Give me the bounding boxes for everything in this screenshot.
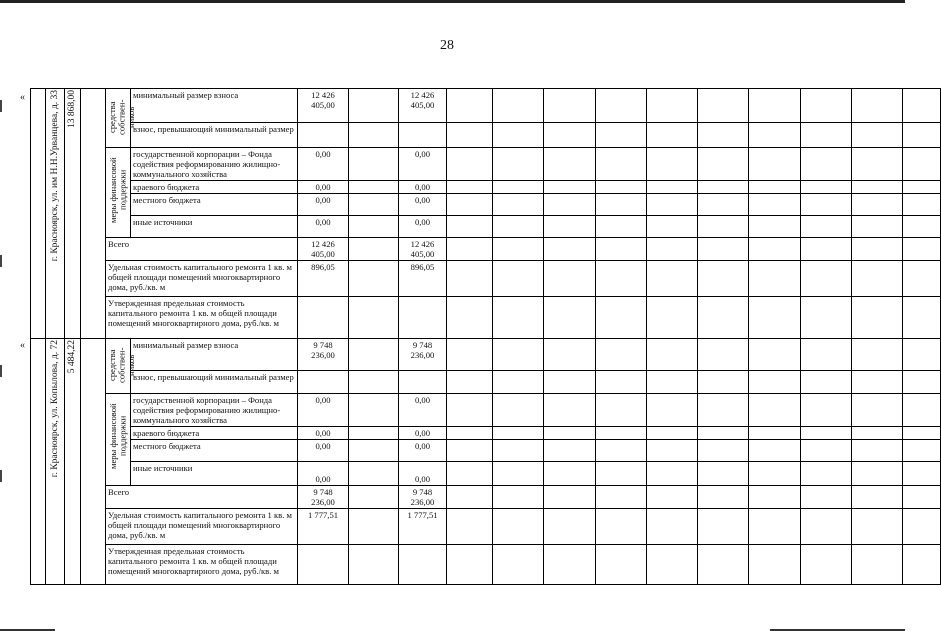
value-cell: [399, 545, 447, 585]
value-cell: [399, 123, 447, 148]
address-cell: [46, 89, 65, 339]
table-row: [31, 181, 941, 194]
value-cell: [298, 123, 349, 148]
blank-cell: [31, 89, 46, 339]
blank-cell: [81, 339, 106, 585]
value-cell: [399, 297, 447, 339]
table-row: [31, 194, 941, 216]
area-cell: [65, 339, 81, 585]
row-label: Утвержденная предельная стоимость капитального ремонта 1 кв. м общей площади помещений многоквартирного дома, руб./кв. м: [106, 297, 298, 339]
row-label: Утвержденная предельная стоимость капитального ремонта 1 кв. м общей площади помещений многоквартирного дома, руб./кв. м: [106, 545, 298, 585]
value-cell: [298, 297, 349, 339]
row-label: иные источники: [131, 462, 298, 486]
value-cell: 0,00: [399, 462, 447, 486]
value-cell: 9 748 236,00: [298, 339, 349, 371]
row-label: Всего: [106, 486, 298, 509]
row-label: краевого бюджета: [131, 427, 298, 440]
row-label: Всего: [106, 238, 298, 261]
table-row: [31, 486, 941, 509]
financial-support-label: меры финансовой поддержки: [107, 403, 127, 469]
value-cell: 0,00: [399, 394, 447, 427]
row-label: иные источники: [131, 216, 298, 238]
house-area: 5 484,22: [67, 340, 77, 374]
value-cell: 0,00: [298, 440, 349, 462]
margin-tick: [0, 100, 2, 112]
value-cell: 12 426 405,00: [298, 238, 349, 261]
owners-funds-cell: [106, 339, 136, 394]
value-cell: 0,00: [298, 462, 349, 486]
table-row: [31, 148, 941, 181]
blank-cell: [81, 89, 106, 339]
house-area: 13 868,00: [67, 90, 77, 128]
row-label: местного бюджета: [131, 194, 298, 216]
table-row: [31, 462, 941, 486]
value-cell: 0,00: [298, 216, 349, 238]
area-cell: [65, 89, 81, 339]
row-label: минимальный размер взноса: [131, 339, 298, 371]
table-row: [31, 394, 941, 427]
owners-funds-label: средства собствен-ников: [107, 347, 136, 383]
owners-funds-label: средства собствен-ников: [107, 99, 136, 135]
row-label: государственной корпорации – Фонда содействия реформированию жилищно-коммунального хозяйства: [131, 394, 298, 427]
value-cell: 0,00: [298, 181, 349, 194]
value-cell: [298, 545, 349, 585]
value-cell: 1 777,51: [399, 509, 447, 545]
margin-tick: [0, 255, 2, 267]
value-cell: 1 777,51: [298, 509, 349, 545]
table-row: [31, 216, 941, 238]
value-cell: 9 748 236,00: [399, 486, 447, 509]
row-label: Удельная стоимость капитального ремонта 1 кв. м общей площади помещений многоквартирного дома, руб./кв. м: [106, 509, 298, 545]
page-number: 28: [440, 38, 454, 53]
margin-tick: [0, 470, 2, 482]
table-row: [31, 89, 941, 123]
row-label: минимальный размер взноса: [131, 89, 298, 123]
table-row: [31, 297, 941, 339]
value-cell: 0,00: [399, 427, 447, 440]
value-cell: 0,00: [298, 427, 349, 440]
value-cell: 0,00: [399, 194, 447, 216]
table-row: [31, 440, 941, 462]
capital-repair-table: [30, 88, 941, 585]
table-row: [31, 261, 941, 297]
table-row: [31, 238, 941, 261]
blank-cell: [31, 339, 46, 585]
value-cell: 0,00: [298, 194, 349, 216]
owners-funds-cell: [106, 89, 136, 148]
row-label: взнос, превышающий минимальный размер: [131, 370, 298, 393]
table-row: [31, 545, 941, 585]
value-cell: 12 426 405,00: [399, 89, 447, 123]
top-border-line: [0, 0, 905, 3]
value-cell: 0,00: [399, 216, 447, 238]
row-label: Удельная стоимость капитального ремонта 1 кв. м общей площади помещений многоквартирного дома, руб./кв. м: [106, 261, 298, 297]
financial-support-label: меры финансовой поддержки: [107, 157, 127, 223]
financial-support-cell: [106, 394, 131, 486]
value-cell: 0,00: [399, 440, 447, 462]
row-label: краевого бюджета: [131, 181, 298, 194]
quote-mark: «: [20, 92, 25, 103]
house-address: г. Красноярск, ул. им Н.Н.Урванцева, д. 33: [49, 90, 60, 262]
margin-tick: [0, 365, 2, 377]
value-cell: 12 426 405,00: [298, 89, 349, 123]
value-cell: 896,05: [399, 261, 447, 297]
value-cell: [298, 370, 349, 393]
value-cell: 9 748 236,00: [399, 339, 447, 371]
row-label: местного бюджета: [131, 440, 298, 462]
row-label: взнос, превышающий минимальный размер: [131, 123, 298, 148]
value-cell: 12 426 405,00: [399, 238, 447, 261]
value-cell: 0,00: [399, 148, 447, 181]
house-address: г. Красноярск, ул. Копылова, д. 72: [49, 340, 60, 478]
empty-cell: [349, 89, 399, 123]
value-cell: 0,00: [298, 394, 349, 427]
table-row: [31, 123, 941, 148]
address-cell: [46, 339, 65, 585]
value-cell: 9 748 236,00: [298, 486, 349, 509]
table-row: [31, 509, 941, 545]
quote-mark: «: [20, 340, 25, 351]
table-row: [31, 370, 941, 393]
row-label: государственной корпорации – Фонда содействия реформированию жилищно-коммунального хозяйства: [131, 148, 298, 181]
table-row: [31, 427, 941, 440]
financial-support-cell: [106, 148, 131, 238]
value-cell: [399, 370, 447, 393]
value-cell: 0,00: [399, 181, 447, 194]
value-cell: 896,05: [298, 261, 349, 297]
table-row: [31, 339, 941, 371]
value-cell: 0,00: [298, 148, 349, 181]
